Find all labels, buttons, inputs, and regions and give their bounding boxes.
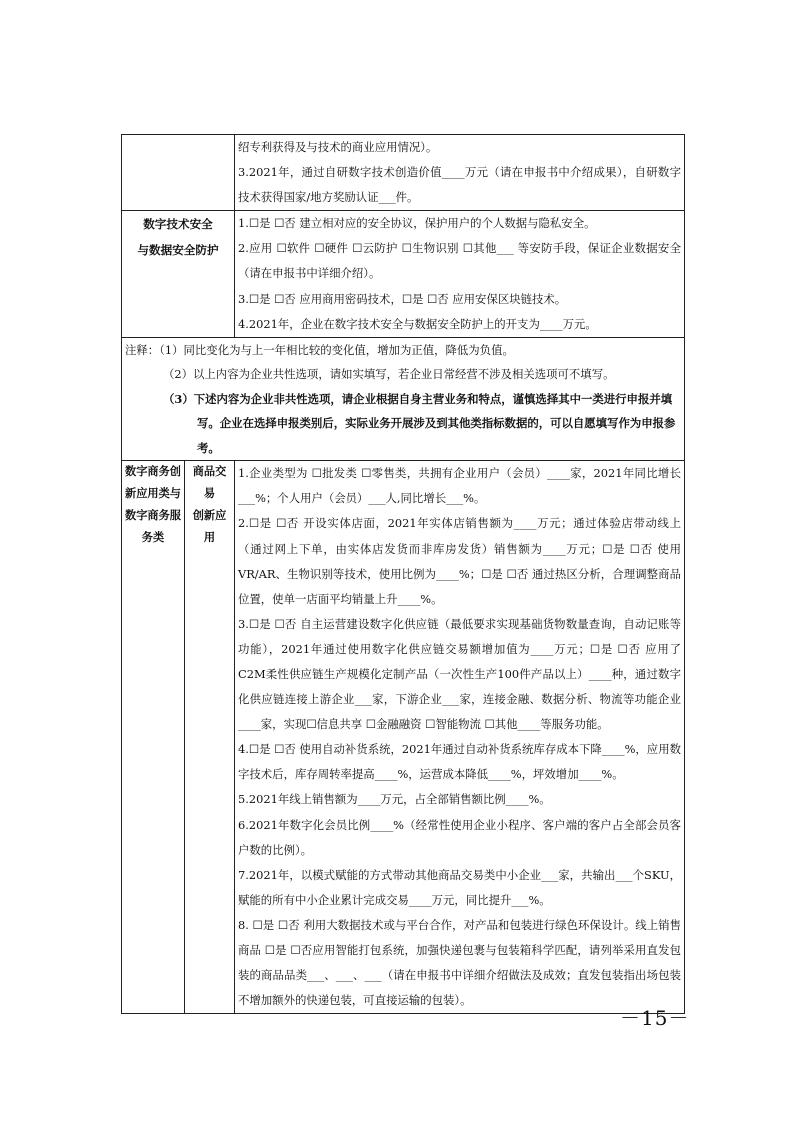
top-paragraph: 3.2021年，通过自研数字技术创造价值____万元（请在申报书中介绍成果），自研数字技术获得国家/地方奖励认证___件。	[238, 165, 681, 205]
top-content-cell	[235, 135, 685, 211]
security-row	[122, 211, 685, 337]
security-item: 2.应用 ☐软件 ☐硬件 ☐云防护 ☐生物识别 ☐其他___ 等安防手段，保证企业数据安全（请在申报书中详细介绍）。	[238, 241, 681, 281]
page-number: －15－	[620, 1006, 690, 1030]
notes-prefix: 注释：	[125, 342, 160, 357]
top-label-cell	[122, 135, 235, 211]
commerce-item: 7.2021年，以模式赋能的方式带动其他商品交易类中小企业___家，共输出___个SKU，赋能的所有中小企业累计完成交易____万元，同比提升___%。	[238, 867, 681, 907]
security-item: 3.☐是 ☐否 应用商用密码技术，☐是 ☐否 应用安保区块链技术。	[238, 291, 567, 306]
security-item: 4.2021年，企业在数字技术安全与数据安全防护上的开支为____万元。	[238, 316, 597, 331]
notes-row	[122, 337, 685, 461]
commerce-item: 1.企业类型为 ☐批发类 ☐零售类，共拥有企业用户（会员）____家，2021年同比增长___%；个人用户（会员）___人,同比增长___%。	[238, 466, 681, 506]
application-form-table	[121, 134, 685, 1014]
commerce-item: 4.☐是 ☐否 使用自动补货系统，2021年通过自动补货系统库存成本下降____%，应用数字技术后，库存周转率提高____%，运营成本降低____%，坪效增加____%。	[238, 742, 681, 782]
security-content-cell	[235, 211, 685, 337]
notes-cell	[122, 337, 685, 461]
note-3: （3）下述内容为企业非共性选项，请企业根据自身主营业务和特点，谨慎选择其中一类进行申报并填写。企业在选择申报类别后，实际业务开展涉及到其他类指标数据的，可以自愿填写作为申报参考。	[163, 391, 676, 455]
security-label-cell	[122, 211, 235, 337]
subcategory-label-line: 商品交易	[192, 465, 227, 501]
note-2: （2）以上内容为企业共性选项，请如实填写，若企业日常经营不涉及相关选项可不填写。	[163, 367, 615, 382]
security-item: 1.☐是 ☐否 建立相对应的安全协议，保护用户的个人数据与隐私安全。	[238, 216, 596, 231]
commerce-content-cell	[235, 461, 685, 1014]
note-1: （1）同比变化为与上一年相比较的变化值，增加为正值，降低为负值。	[159, 342, 514, 357]
category-label-line: 数字商务创	[125, 465, 181, 479]
top-paragraph: 绍专利获得及与技术的商业应用情况）。	[238, 140, 438, 154]
commerce-item: 3.☐是 ☐否 自主运营建设数字化供应链（最低要求实现基础货物数量查询，自动记账等功能），2021年通过使用数字化供应链交易额增加值为____万元；☐是 ☐否 应用了C2M柔性供应链生产规模化定制产品（一次性生产100件产品以上）____种，通过数字化供应链连接上游企业___家，下游企业___家，连接金融、数据分析、物流等功能企业____家，实现☐信息共享 ☐金融融资 ☐智能物流 ☐其他____等服务功能。	[238, 616, 681, 732]
note-item	[125, 338, 681, 363]
commerce-item: 5.2021年线上销售额为____万元，占全部销售额比例____%。	[238, 792, 551, 807]
category-label-line: 新应用类与	[125, 487, 181, 501]
security-label-line: 与数据安全防护	[137, 243, 219, 258]
commerce-item: 6.2021年数字化会员比例____%（经常性使用企业小程序、客户端的客户占全部会员客户数的比例）。	[238, 817, 681, 857]
commerce-row	[122, 461, 685, 1014]
commerce-category-cell	[122, 461, 185, 1014]
category-label-line: 数字商务服	[125, 509, 181, 523]
category-label-line: 务类	[141, 531, 165, 545]
top-row	[122, 135, 685, 211]
subcategory-label-line: 创新应用	[192, 509, 227, 545]
security-label-line: 数字技术安全	[143, 217, 213, 232]
commerce-item: 8. ☐是 ☐否 利用大数据技术或与平台合作，对产品和包装进行绿色环保设计。线上销售商品 ☐是 ☐否应用智能打包系统，加强快递包裹与包装箱科学匹配，请列举采用直发包装的商品品类___、___、___（请在申报书中详细介绍做法及成效；直发包装指出场包装不增加额外的快递包装，可直接运输的包装）。	[238, 917, 681, 1008]
commerce-subcategory-cell	[185, 461, 235, 1014]
commerce-item: 2.☐是 ☐否 开设实体店面，2021年实体店销售额为____万元；通过体验店带动线上（通过网上下单，由实体店发货而非库房发货）销售额为____万元；☐是 ☐否 使用VR/AR、生物识别等技术，使用比例为____%；☐是 ☐否 通过热区分析，合理调整商品位置，使单一店面平均销量上升____%。	[238, 516, 681, 606]
